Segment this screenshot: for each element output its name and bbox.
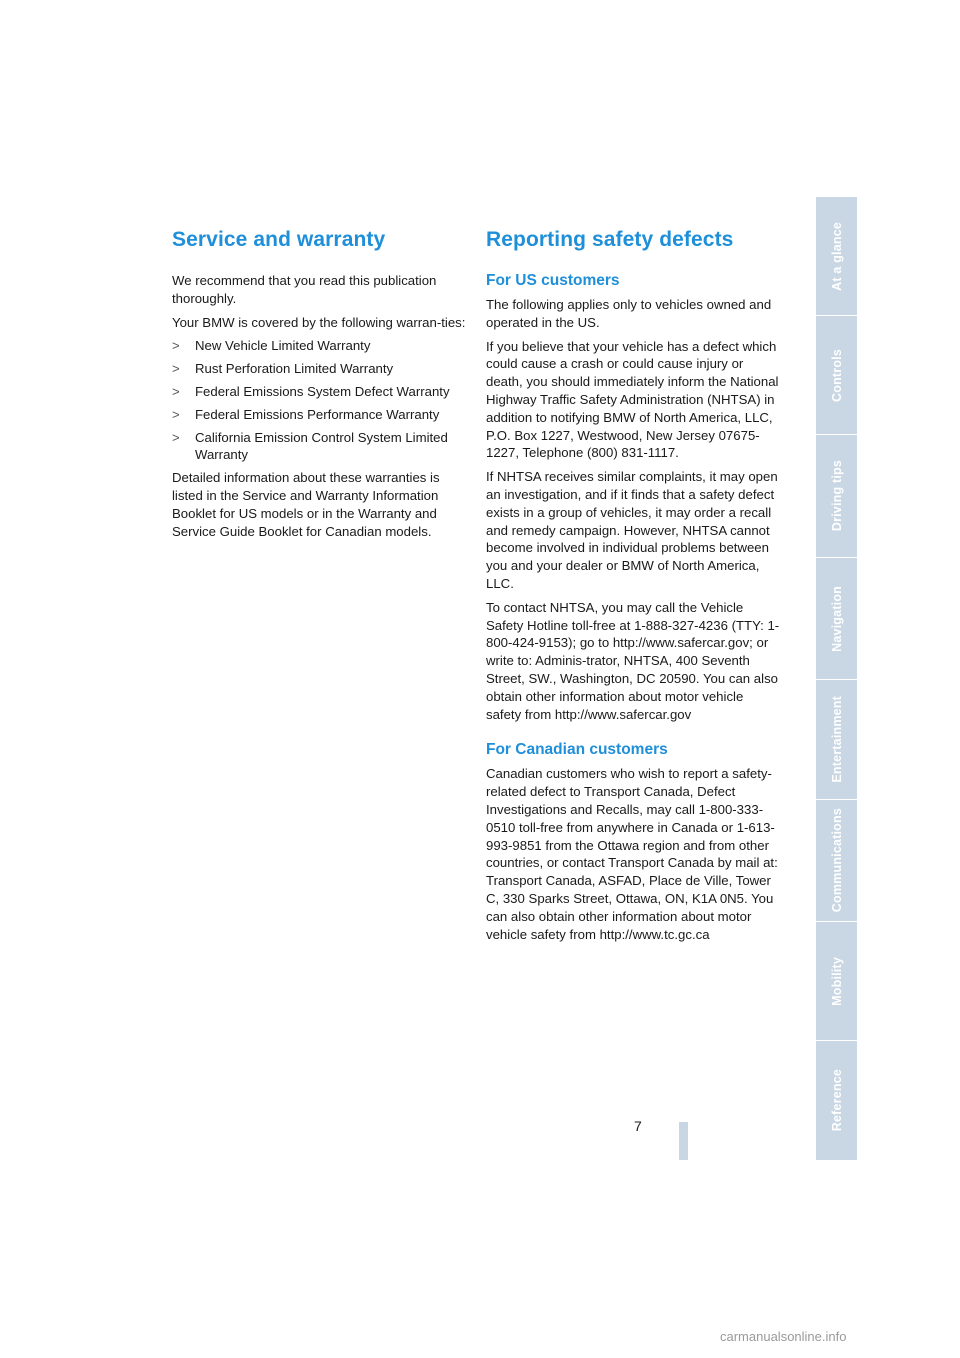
canada-paragraph: Canadian customers who wish to report a safety-related defect to Transport Canada, Defect Investigations and Recalls, may call 1-800-333-0510 toll-free from anywhere in Canada or 1-613-993-9851 from the Ottawa region and from other countries, or contact Transport Canada by mail at: Transport Canada, ASFAD, Place de Ville, Tower C, 330 Sparks Street, Ottawa, ON, K1A 0N5. You can also obtain other information about motor vehicle safety from http://www.tc.gc.ca [486, 766, 778, 942]
list-item: > Federal Emissions Performance Warranty [172, 406, 440, 422]
bullet-arrow-icon: > [172, 338, 180, 354]
watermark: carmanualsonline.info [720, 1329, 847, 1344]
bullet-arrow-icon: > [172, 406, 180, 422]
sidebar-tab-at-a-glance[interactable]: At a glance [816, 197, 857, 316]
chapter-sidebar [816, 197, 857, 1160]
subheading-us-customers: For US customers [486, 272, 620, 289]
list-item: > Federal Emissions System Defect Warranty [172, 383, 450, 399]
subheading-canadian-customers: For Canadian customers [486, 741, 668, 759]
page-number: 7 [634, 1118, 642, 1134]
bullet-arrow-icon: > [172, 429, 180, 445]
warranty-details-paragraph: Detailed information about these warranties is listed in the Service and Warranty Information Booklet for US models or in the Warranty and Service Guide Booklet for Canadian models. [172, 470, 440, 539]
section-heading-reporting-defects: Reporting safety defects [486, 228, 734, 251]
sidebar-tab-entertainment[interactable]: Entertainment [816, 680, 857, 800]
list-item: > Rust Perforation Limited Warranty [172, 361, 394, 377]
bullet-arrow-icon: > [172, 361, 180, 377]
intro-paragraph: We recommend that you read this publication thoroughly. [172, 273, 437, 306]
warranty-list [172, 337, 466, 464]
right-column [486, 228, 780, 949]
sidebar-tab-reference[interactable]: Reference [829, 1069, 844, 1132]
sidebar-tab-navigation[interactable]: Navigation [816, 558, 857, 680]
sidebar-tab-driving-tips[interactable]: Driving tips [816, 435, 857, 558]
page-number-bar [679, 1122, 688, 1160]
list-item: > New Vehicle Limited Warranty [172, 338, 371, 354]
us-paragraph-3: If NHTSA receives similar complaints, it may open an investigation, and if it finds that a safety defect exists in a group of vehicles, it may order a recall and remedy campaign. However, NHTSA cannot become involved in individual problems between you and your dealer or BMW of North America, LLC. [486, 469, 778, 591]
warranty-intro-paragraph: Your BMW is covered by the following warran-ties: [172, 314, 466, 330]
list-item: > California Emission Control System Limited Warranty [172, 429, 448, 463]
us-paragraph-4: To contact NHTSA, you may call the Vehicle Safety Hotline toll-free at 1-888-327-4236 (TTY: 1-800-424-9153); go to http://www.safercar.gov; or write to: Adminis-trator, NHTSA, 400 Seventh Street, SW., Washington, DC 20590. You can also obtain other information about motor vehicle safety from http://www.safercar.gov [486, 599, 780, 722]
section-heading-service-warranty: Service and warranty [172, 228, 386, 251]
left-column [172, 228, 466, 546]
bullet-arrow-icon: > [172, 383, 180, 399]
us-paragraph-2: If you believe that your vehicle has a defect which could cause a crash or could cause injury or death, you should immediately inform the National Highway Traffic Safety Administration (NHTSA) in addition to notifying BMW of North America, LLC, P.O. Box 1227, Westwood, New Jersey 07675-1227, Telephone (800) 831-1117. [486, 338, 779, 461]
us-paragraph-1: The following applies only to vehicles owned and operated in the US. [486, 297, 772, 330]
sidebar-tab-mobility[interactable]: Mobility [816, 922, 857, 1041]
sidebar-tab-communications[interactable]: Communications [816, 800, 857, 922]
sidebar-tab-controls[interactable]: Controls [816, 316, 857, 435]
